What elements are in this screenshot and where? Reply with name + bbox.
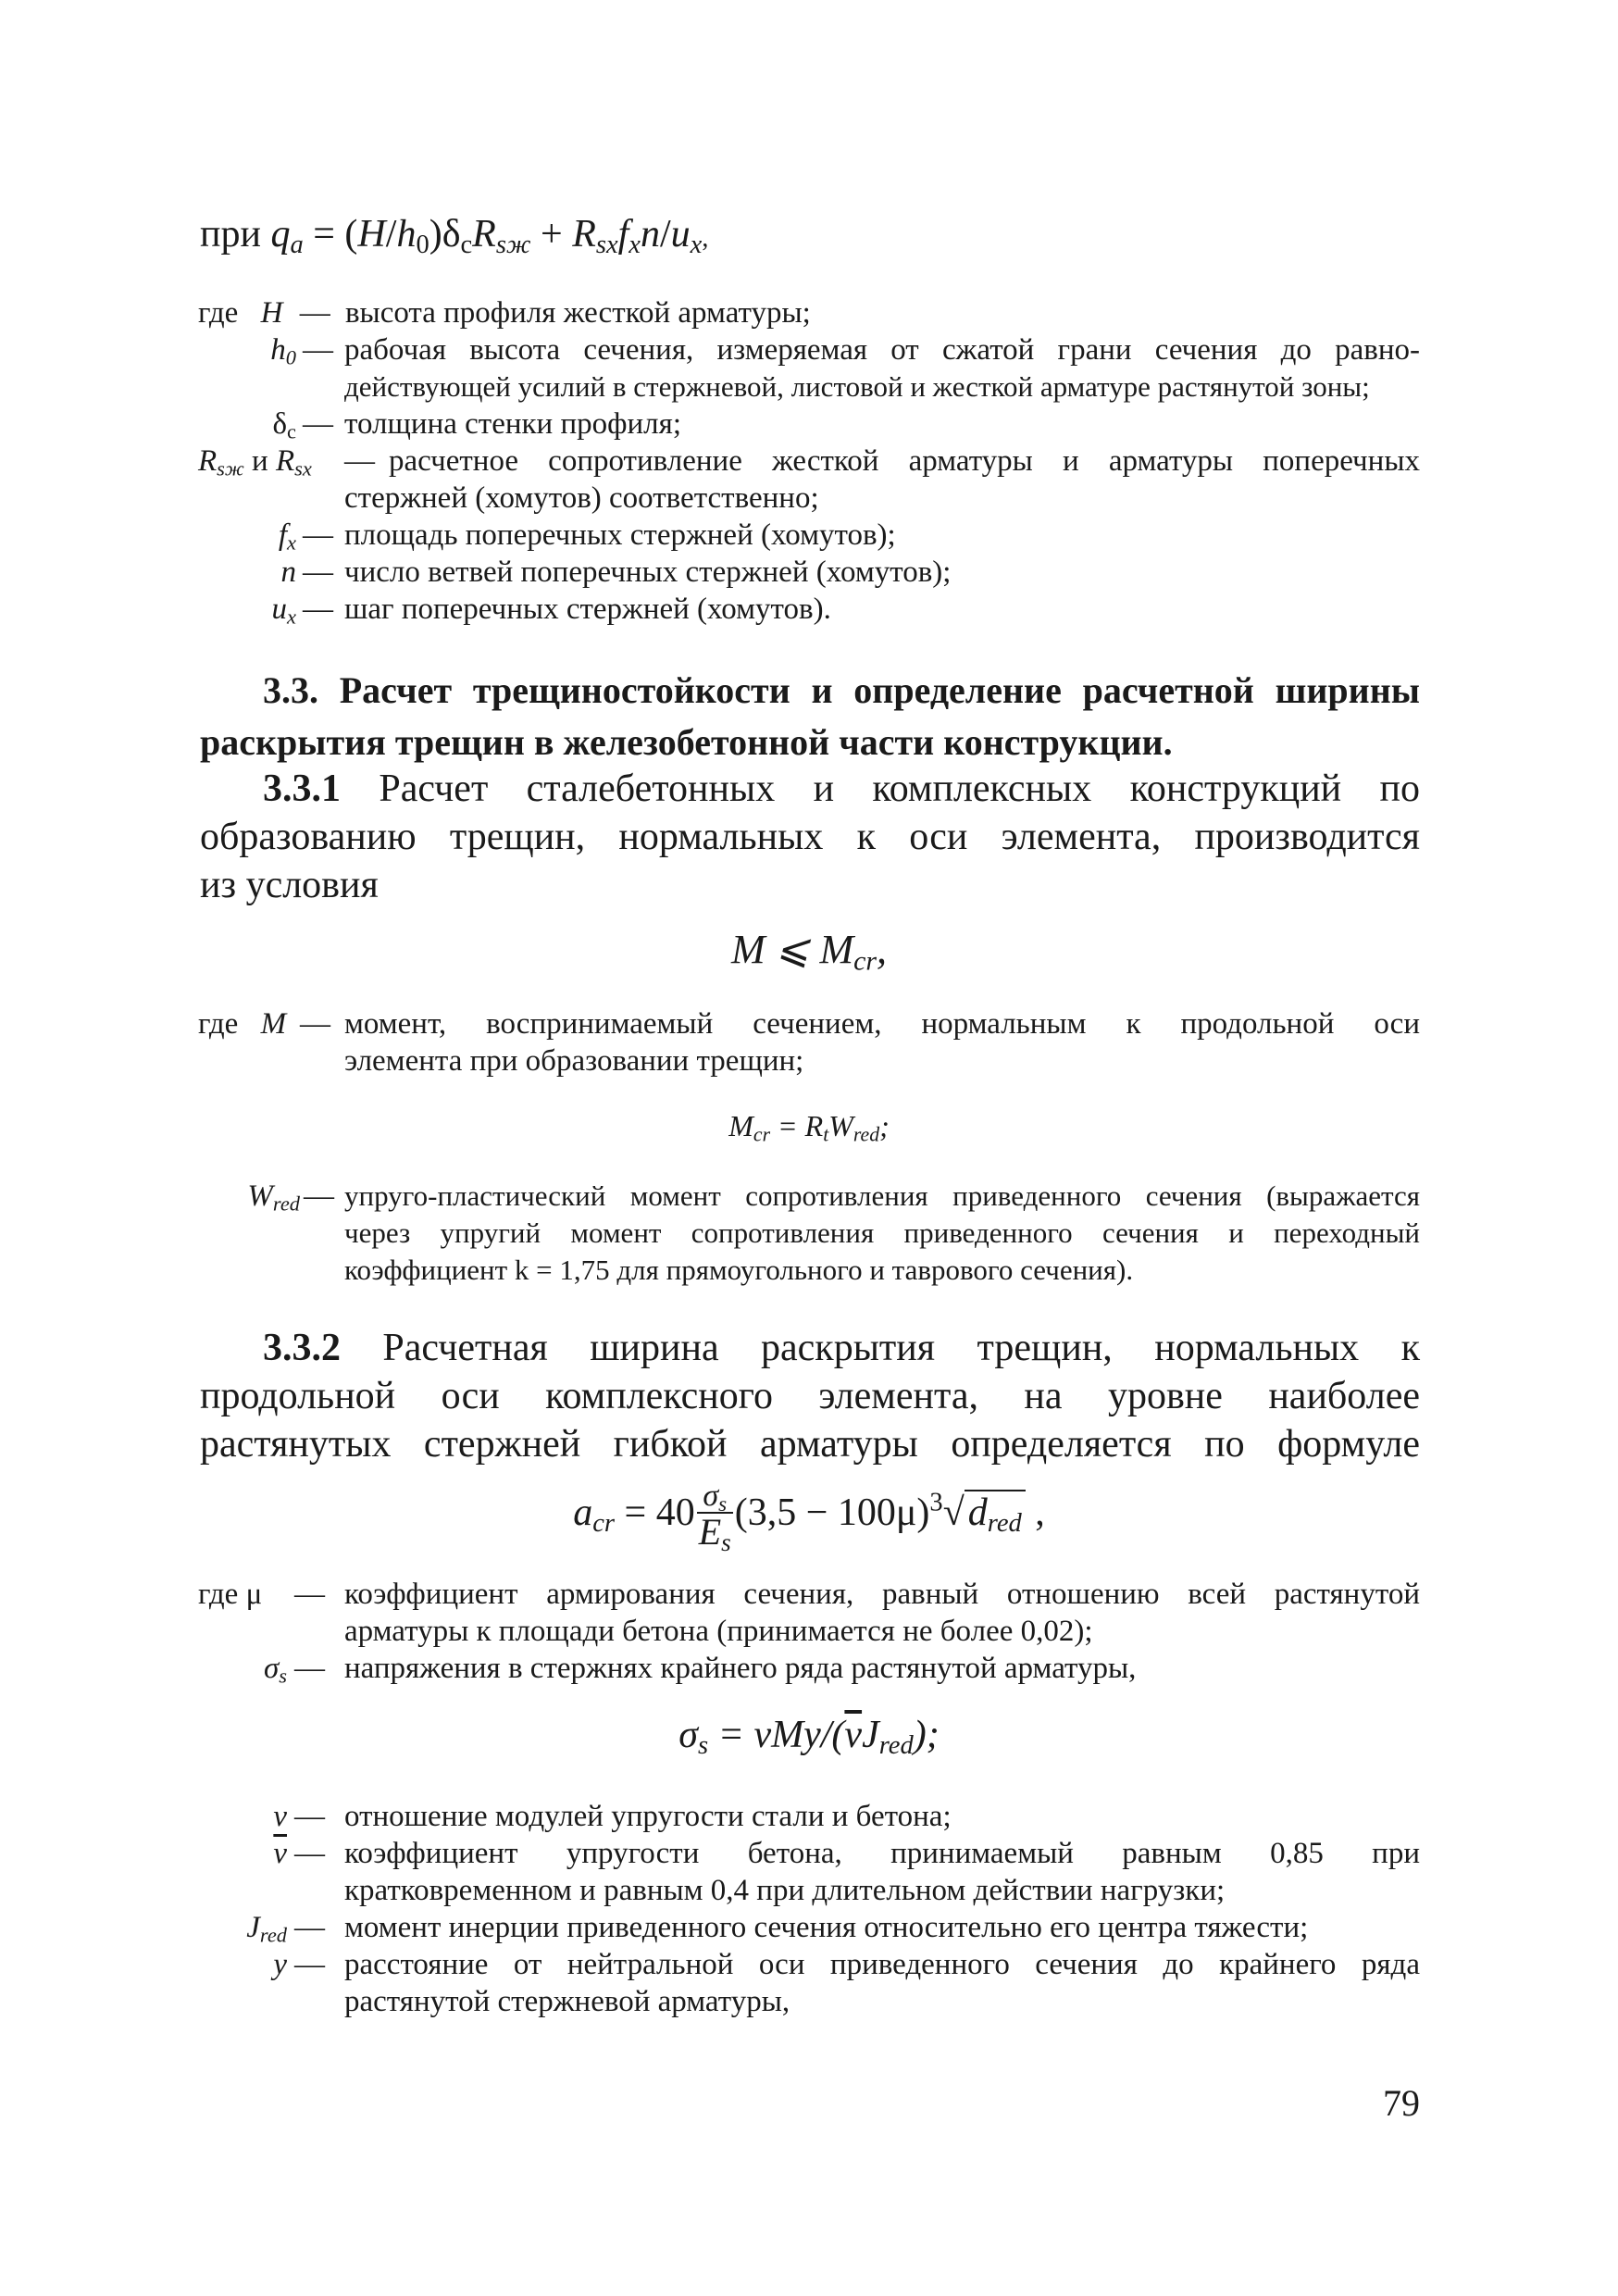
def-symbol: $R_{sж}$ и $R_{sx}$ — [198, 444, 312, 480]
paragraph-number: 3.3.1 — [263, 767, 341, 810]
def-symbol: n — [280, 555, 296, 589]
formula-mcr: $M_{cr} = R_tW_{red}$; — [728, 1109, 890, 1146]
def-dash: — — [294, 1578, 325, 1611]
def-dash: — — [303, 555, 333, 589]
paragraph-line: из условия — [200, 864, 379, 906]
def-text-line: стержней (хомутов) соответственно; — [344, 481, 819, 515]
def-text-line: напряжения в стержнях крайнего ряда растянутой арматуры, — [344, 1652, 1137, 1685]
formula-qa-render: $q_a = (H/h_0)\delta_cR_{sж} + R_{sx}f_xn/u_x$, — [270, 213, 709, 260]
def-text-line: коэффициент k = 1,75 для прямоугольного и таврового сечения). — [344, 1254, 1134, 1286]
def-text-line: расстояние от нейтральной оси приведенного сечения до крайнего ряда — [344, 1948, 1420, 1981]
def-where: где — [198, 1007, 239, 1041]
def-text-line: упруго-пластический момент сопротивления приведенного сечения (выражается — [344, 1179, 1420, 1212]
paragraph-3-3-2 — [200, 1324, 1420, 1468]
def-dash: — — [299, 296, 330, 330]
def-dash: — — [294, 1800, 325, 1833]
def-text-line: коэффициент упругости бетона, принимаемый равным 0,85 при — [344, 1837, 1420, 1870]
def-text-line: элемента при образовании трещин; — [344, 1044, 804, 1078]
formula-acr: $a_{cr} = 40$ $\frac{\sigma_s}{E_s}$ $(3,5 - 100\mu)^3√d_{red}$ , — [573, 1479, 1045, 1557]
def-dash: — — [294, 1948, 325, 1981]
paragraph-text: Расчет сталебетонных и комплексных конструкций по — [379, 767, 1420, 810]
def-text-line: отношение модулей упругости стали и бетона; — [344, 1800, 952, 1833]
def-symbol: H — [260, 296, 283, 330]
formula-condition: M ⩽ $M_{cr}$, — [730, 927, 888, 977]
def-text — [344, 1835, 1420, 1909]
paragraph-number: 3.3.2 — [263, 1327, 341, 1369]
def-dash: — — [304, 1179, 334, 1213]
def-symbol: $W_{red}$ — [247, 1179, 300, 1216]
def-text-line: через упругий момент сопротивления приведенного сечения и переходный — [344, 1217, 1420, 1249]
paragraph-line: образованию трещин, нормальных к оси элемента, производится — [200, 816, 1420, 858]
def-text — [344, 1005, 1420, 1079]
def-text — [389, 443, 1420, 480]
def-text-line: момент, воспринимаемый сечением, нормальным к продольной оси — [344, 1007, 1420, 1041]
def-symbol: где μ — [198, 1578, 263, 1611]
def-H — [198, 294, 1420, 331]
def-dash: — — [344, 444, 375, 478]
paragraph-line — [200, 1324, 1420, 1372]
def-text — [344, 517, 1420, 554]
paragraph-line — [200, 765, 1420, 813]
paragraph-3-3-1 — [200, 765, 1420, 909]
def-text-line: кратковременном и равным 0,4 при длительном действии нагрузки; — [344, 1874, 1226, 1907]
def-text-cont — [344, 480, 1420, 517]
def-text-line: коэффициент армирования сечения, равный отношению всей растянутой — [344, 1578, 1420, 1611]
section-heading-line: 3.3. Расчет трещиностойкости и определение расчетной ширины — [263, 669, 1420, 711]
def-text-line: рабочая высота сечения, измеряемая от сжатой грани сечения до равно- — [344, 333, 1420, 367]
def-symbol: $\delta_c$ — [272, 407, 296, 443]
paragraph-text: Расчетная ширина раскрытия трещин, нормальных к — [382, 1327, 1421, 1369]
formula-qa — [200, 211, 708, 262]
def-text-line: толщина стенки профиля; — [344, 407, 681, 441]
page-number: 79 — [1383, 2082, 1420, 2124]
def-text — [344, 1650, 1420, 1687]
def-text-line: площадь поперечных стержней (хомутов); — [344, 518, 896, 552]
def-dash: — — [300, 1007, 330, 1041]
def-text-line: растянутой стержневой арматуры, — [344, 1985, 790, 2018]
def-text — [344, 1576, 1420, 1650]
def-symbol: M — [260, 1007, 287, 1041]
def-dash: — — [303, 407, 333, 441]
formula-sigma: $\sigma_s = vMy/(\overline{v}J_{red})$; — [678, 1714, 940, 1761]
def-symbol: $h_0$ — [270, 333, 296, 369]
def-text — [344, 1946, 1420, 2020]
def-where: где — [198, 296, 239, 330]
def-text-line: момент инерции приведенного сечения относительно его центра тяжести; — [344, 1911, 1309, 1944]
def-text — [344, 406, 1420, 443]
def-dash: — — [303, 518, 333, 552]
def-dash: — — [294, 1652, 325, 1685]
def-symbol: y — [273, 1948, 287, 1981]
def-text — [344, 1178, 1420, 1289]
def-dash: — — [303, 593, 333, 626]
paragraph-line: продольной оси комплексного элемента, на уровне наиболее — [200, 1375, 1420, 1417]
def-symbol: $J_{red}$ — [246, 1911, 287, 1947]
def-dash: — — [303, 333, 333, 367]
def-text-line: арматуры к площади бетона (принимается не более 0,02); — [344, 1615, 1093, 1648]
def-text-line: число ветвей поперечных стержней (хомутов); — [344, 555, 952, 589]
def-symbol: v — [273, 1800, 287, 1833]
def-text-line: действующей усилий в стержневой, листовой и жесткой арматуре растянутой зоны; — [344, 370, 1370, 403]
def-symbol: $f_x$ — [278, 518, 296, 555]
def-text-line: шаг поперечных стержней (хомутов). — [344, 593, 831, 626]
section-heading — [200, 665, 1420, 768]
def-symbol: $\overline{v}$ — [273, 1837, 287, 1870]
paragraph-line: растянутых стержней гибкой арматуры определяется по формуле — [200, 1423, 1420, 1466]
def-symbol: $\sigma_s$ — [263, 1652, 287, 1688]
def-text: высота профиля жесткой арматуры; — [344, 296, 811, 330]
def-dash: — — [294, 1837, 325, 1870]
def-text — [344, 1909, 1420, 1946]
def-text — [344, 1798, 1420, 1835]
def-text — [344, 331, 1420, 406]
def-text — [344, 554, 1420, 591]
formula-lead: при — [200, 213, 261, 256]
def-dash: — — [294, 1911, 325, 1944]
def-text-line: расчетное сопротивление жесткой арматуры и арматуры поперечных — [389, 444, 1420, 478]
def-symbol: $u_x$ — [271, 593, 296, 629]
def-text — [344, 591, 1420, 628]
section-heading-line: раскрытия трещин в железобетонной части конструкции. — [200, 721, 1173, 763]
